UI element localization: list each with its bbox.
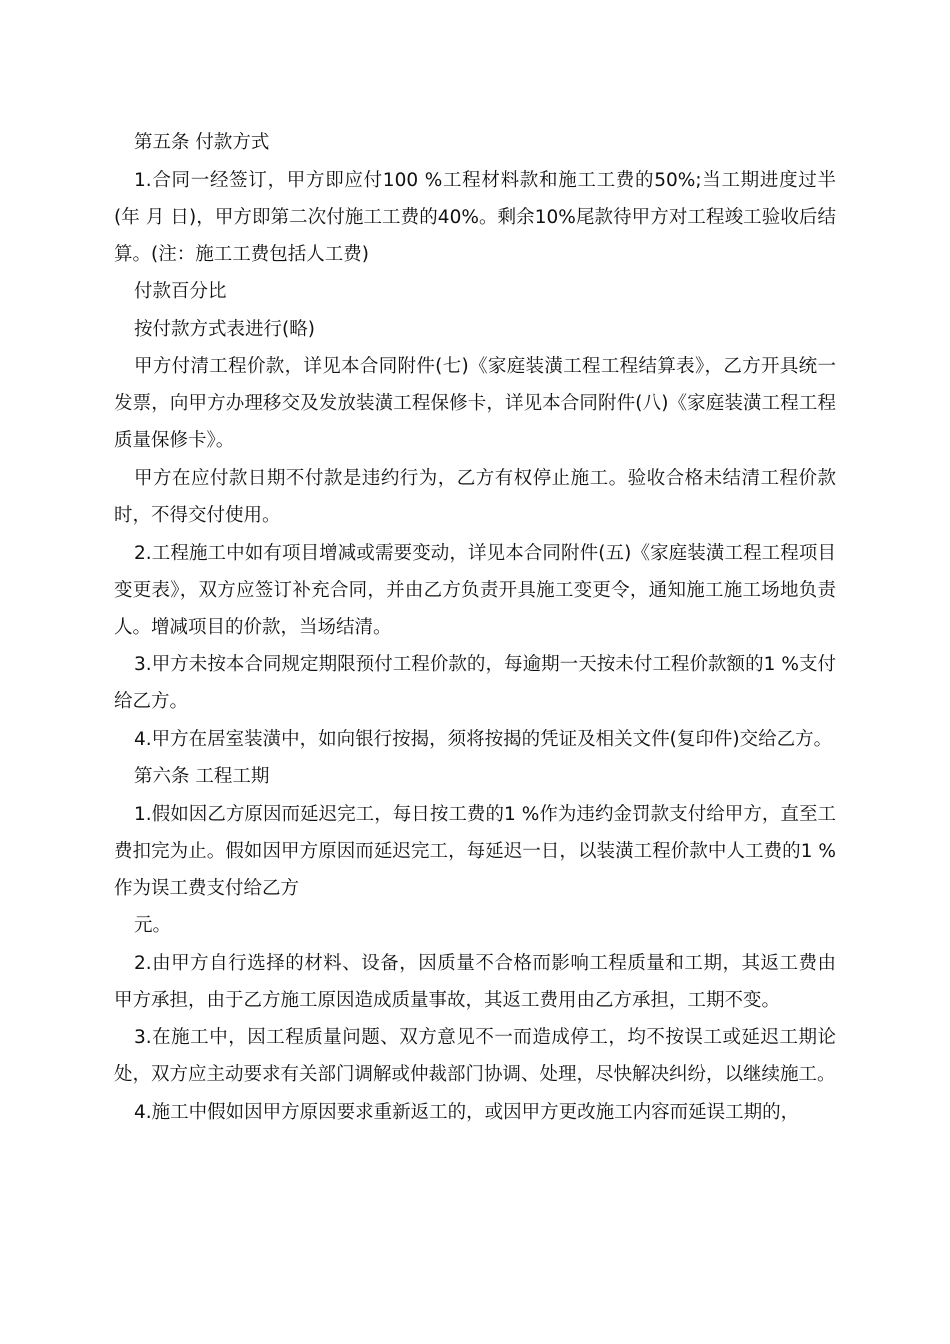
paragraph: 2.工程施工中如有项目增减或需要变动，详见本合同附件(五)《家庭装潢工程工程项目变更表》，双方应签订补充合同，并由乙方负责开具施工变更令，通知施工施工场地负责人。增减项目的价款，当场结清。 — [114, 542, 836, 638]
paragraph: 4.甲方在居室装潢中，如向银行按揭，须将按揭的凭证及相关文件(复印件)交给乙方。 — [134, 728, 833, 750]
section-heading-6: 第六条 工程工期 — [134, 766, 270, 788]
paragraph: 甲方付清工程价款，详见本合同附件(七)《家庭装潢工程工程结算表》，乙方开具统一发票，向甲方办理移交及发放装潢工程保修卡，详见本合同附件(八)《家庭装潢工程工程质量保修卡》。 — [114, 356, 836, 452]
paragraph: 2.由甲方自行选择的材料、设备，因质量不合格而影响工程质量和工期，其返工费由甲方承担，由于乙方施工原因造成质量事故，其返工费用由乙方承担，工期不变。 — [114, 952, 836, 1011]
document-body — [114, 124, 836, 1131]
paragraph: 3.在施工中，因工程质量问题、双方意见不一而造成停工，均不按误工或延迟工期论处，双方应主动要求有关部门调解或仲裁部门协调、处理，尽快解决纠纷，以继续施工。 — [114, 1027, 836, 1086]
paragraph: 元。 — [134, 914, 172, 936]
section-heading-5: 第五条 付款方式 — [134, 132, 270, 153]
paragraph: 按付款方式表进行(略) — [134, 318, 315, 340]
subheading-payment-percentage: 付款百分比 — [134, 281, 227, 303]
paragraph: 1.合同一经签订，甲方即应付100 %工程材料款和施工工费的50%;当工期进度过半(年 月 日)，甲方即第二次付施工工费的40%。剩余10%尾款待甲方对工程竣工验收后结算。(注：施工工费包括人工费) — [114, 169, 836, 265]
paragraph: 甲方在应付款日期不付款是违约行为，乙方有权停止施工。验收合格未结清工程价款时，不得交付使用。 — [114, 467, 836, 526]
paragraph: 3.甲方未按本合同规定期限预付工程价款的，每逾期一天按未付工程价款额的1 %支付给乙方。 — [114, 654, 836, 713]
paragraph: 4.施工中假如因甲方原因要求重新返工的，或因甲方更改施工内容而延误工期的， — [134, 1101, 800, 1123]
paragraph: 1.假如因乙方原因而延迟完工，每日按工费的1 %作为违约金罚款支付给甲方，直至工费扣完为止。假如因甲方原因而延迟完工，每延迟一日，以装潢工程价款中人工费的1 %作为误工费支付给乙方 — [114, 803, 836, 899]
